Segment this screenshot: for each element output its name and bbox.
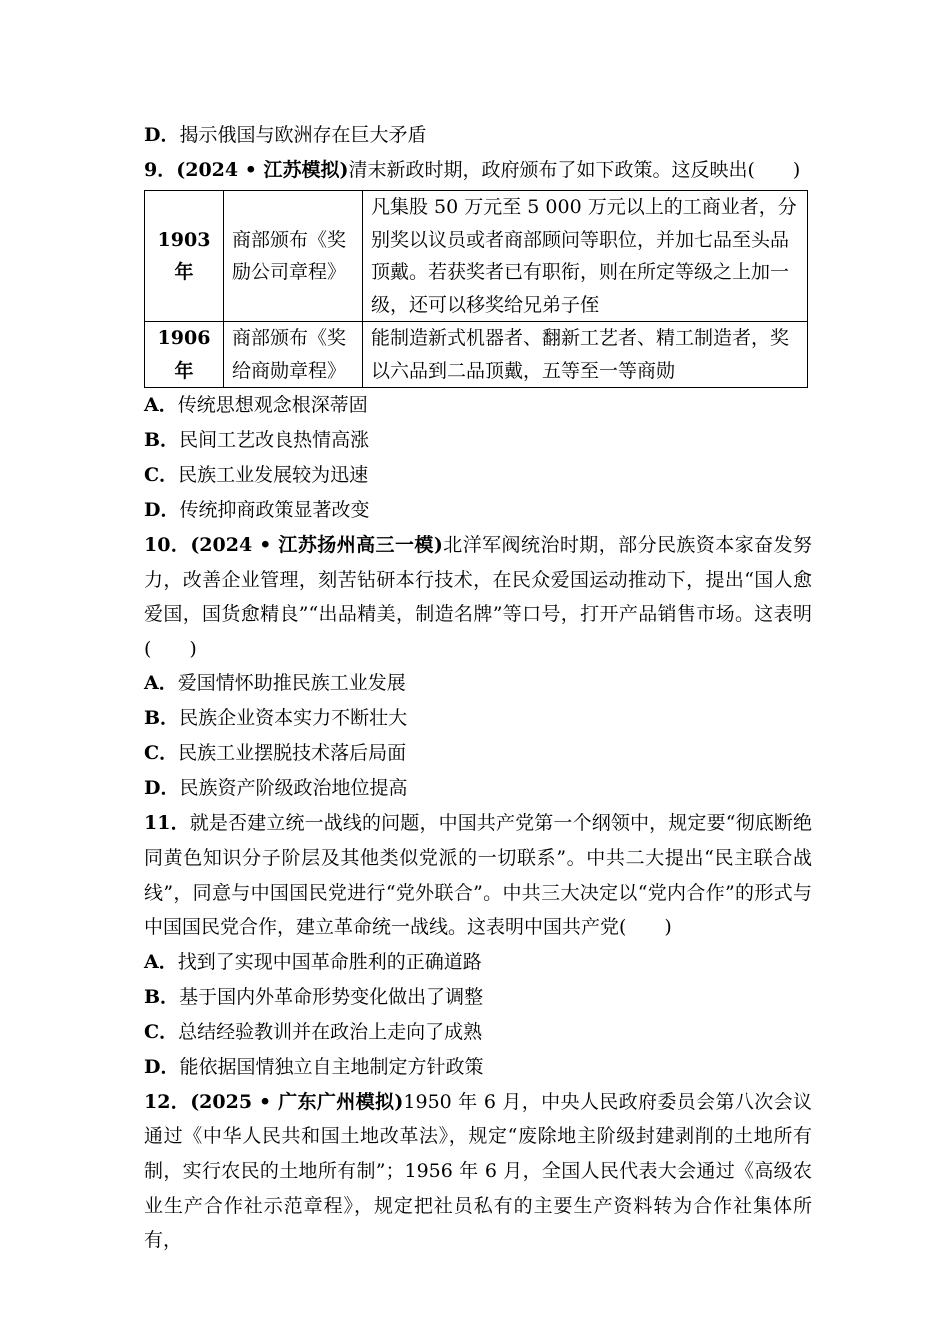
q9-option-a[interactable]: A．传统思想观念根深蒂固 [144, 394, 368, 416]
q11-option-a[interactable]: A．找到了实现中国革命胜利的正确道路 [144, 950, 482, 973]
q9-policy-table [144, 190, 808, 388]
q11-option-b[interactable]: B．基于国内外革命形势变化做出了调整 [144, 985, 484, 1008]
table-row: 1906 年 商部颁布《奖给商勋章程》 能制造新式机器者、翻新工艺者、精工制造者，奖以六品到二品顶戴，五等至一等商勋 [145, 322, 808, 388]
q11-stem: 11．就是否建立统一战线的问题，中国共产党第一个纲领中，规定要“彻底断绝同黄色知识分子阶层及其他类似党派的一切联系”。中共二大提出“民主联合战线”，同意与中国国民党进行“党外联合”。中共三大决定以“党内合作”的形式与中国国民党合作，建立革命统一战线。这表明中国共产党( ) [144, 812, 812, 939]
exam-page [144, 118, 812, 1258]
q8-option-d[interactable]: D．揭示俄国与欧洲存在巨大矛盾 [144, 124, 427, 146]
q11-option-c[interactable]: C．总结经验教训并在政治上走向了成熟 [144, 1020, 483, 1043]
q10-option-d[interactable]: D．民族资产阶级政治地位提高 [144, 777, 408, 800]
q10-option-c[interactable]: C．民族工业摆脱技术落后局面 [144, 742, 407, 765]
q9-option-c[interactable]: C．民族工业发展较为迅速 [144, 464, 369, 486]
q10-source: (2024 • 江苏扬州高三一模) [190, 534, 443, 556]
q10-option-b[interactable]: B．民族企业资本实力不断壮大 [144, 707, 408, 730]
q9-source: (2024 • 江苏模拟) [176, 159, 349, 181]
q9-option-b[interactable]: B．民间工艺改良热情高涨 [144, 429, 370, 451]
q10-option-a[interactable]: A．爱国情怀助推民族工业发展 [144, 672, 406, 695]
q10-stem: 10．(2024 • 江苏扬州高三一模)北洋军阀统治时期，部分民族资本家奋发努力，改善企业管理，刻苦钻研本行技术，在民众爱国运动推动下，提出“国人愈爱国，国货愈精良”“出品精美，制造名牌”等口号，打开产品销售市场。这表明( ) [144, 534, 812, 660]
q9-option-d[interactable]: D．传统抑商政策显著改变 [144, 499, 370, 521]
q12-source: (2025 • 广东广州模拟) [190, 1090, 404, 1113]
q9-stem: 9．(2024 • 江苏模拟)清末新政时期，政府颁布了如下政策。这反映出( ) [144, 159, 801, 181]
table-row: 1903 年 商部颁布《奖励公司章程》 凡集股 50 万元至 5 000 万元以上的工商业者，分别奖以议员或者商部顾问等职位，并加七品至头品顶戴。若获奖者已有职衔，则在所定等级之上加一级，还可以移奖给兄弟子侄 [145, 191, 808, 322]
q12-stem: 12．(2025 • 广东广州模拟)1950 年 6 月，中央人民政府委员会第八次会议通过《中华人民共和国土地改革法》，规定“废除地主阶级封建剥削的土地所有制，实行农民的土地所有制”；1956 年 6 月，全国人民代表大会通过《高级农业生产合作社示范章程》，规定把社员私有的主要生产资料转为合作社集体所有， [144, 1090, 812, 1252]
q11-option-d[interactable]: D．能依据国情独立自主地制定方针政策 [144, 1055, 484, 1078]
